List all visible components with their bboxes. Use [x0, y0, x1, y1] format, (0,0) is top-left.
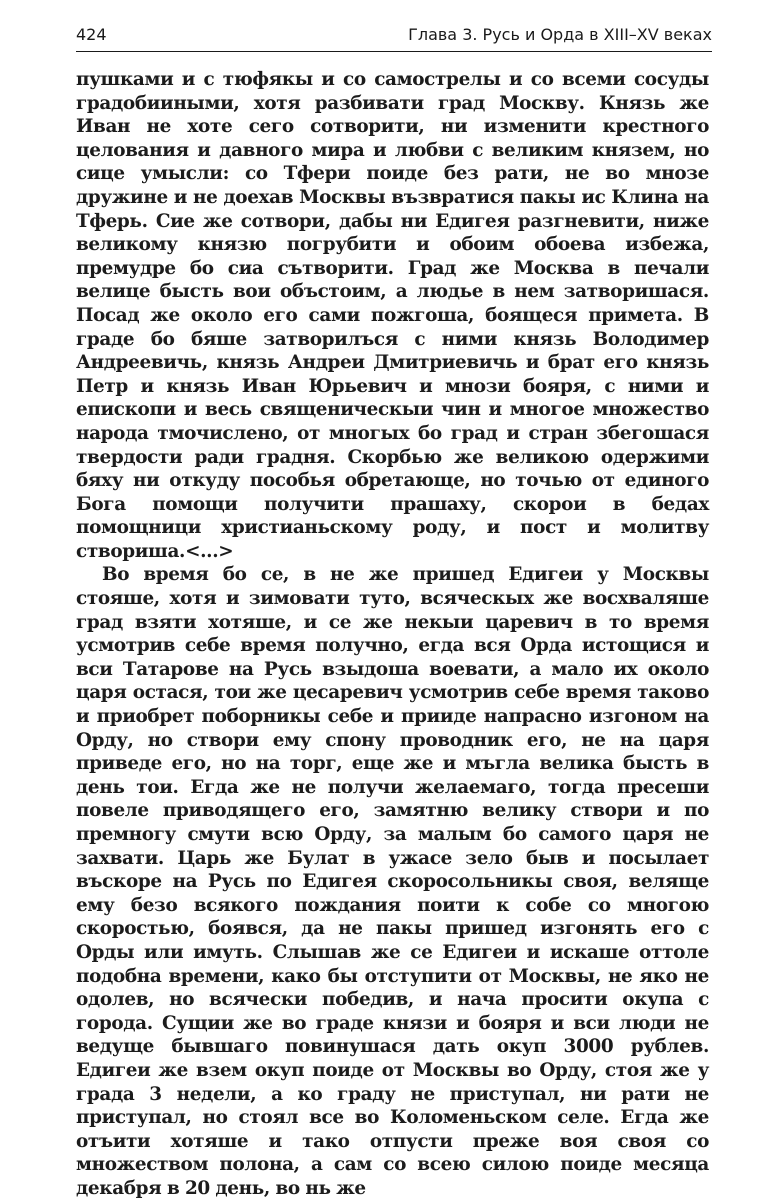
body-text	[76, 68, 709, 1201]
header-rule	[76, 51, 712, 52]
paragraph-1: пушками и с тюфякы и со самострелы и со всеми сосуды градобииными, хотя разбивати град Москву. Князь же Иван не хоте сего сотворити, ни изменити крестного целования и давного мира и любви с великим князем, но сице умысли: со Тфери поиде без рати, не во мнозе дружине и не доехав Москвы възвратися пакы ис Клина на Тферь. Сие же сотвори, дабы ни Едигея разгневити, ниже великому князю погрубити и обоим обоева избежа, премудре бо сиа сътворити. Град же Москва в печали велице бысть вои объстоим, а людье в нем затворишася. Посад же около его сами пожгоша, боящеся примета. В граде бо бяше затворилъся с ними князь Володимер Андреевичь, князь Андреи Дмитриевичь и брат его князь Петр и князь Иван Юрьевич и мнози бояря, с ними и епископи и весь священическыи чин и многое множество народа тмочислено, от многых бо град и стран збегошася твердости ради градня. Скорбью же великою одержими бяху ни откуду пособья обретающе, но точью от единого Бога помощи получити прашаху, скорои в бедах помощници христианьскому роду, и пост и молитву створиша.<...>	[76, 69, 709, 562]
paragraph-2: Во время бо се, в не же пришед Едигеи у Москвы стояше, хотя и зимовати туто, всяческых же восхваляше град взяти хотяше, и се же некыи царевич в то время усмотрив себе время получно, егда вся Орда истощися и вси Татарове на Русь взыдоша воевати, а мало их около царя остася, тои же цесаревич усмотрив себе время таково и приобрет поборникы себе и прииде напрасно изгоном на Орду, но створи ему спону проводник его, не на царя приведе его, но на торг, еще же и мъгла велика бысть в день тои. Егда же не получи желаемаго, тогда пресеши повеле приводящего его, замятню велику створи и по премногу смути всю Орду, за малым бо самого царя не захвати. Царь же Булат в ужасе зело быв и посылает въскоре на Русь по Едигея скоросольникы своя, веляще ему безо всякого пождания поити к собе со многою скоростью, боявся, да не пакы пришед изгонять его с Орды или имуть. Слышав же се Едигеи и искаше оттоле подобна времени, како бы отступити от Москвы, не яко не одолев, но всячески победив, и нача просити окупа с города. Сущии же во граде князи и бояря и вси люди не ведуще бывшаго повинушася дать окуп 3000 рублев. Едигеи же взем окуп поиде от Москвы во Орду, стоя же у града 3 недели, а ко граду не приступал, ни рати не приступал, но стоял все во Коломеньском селе. Егда же отъити хотяше и тако отпусти преже воя своя со множеством полона, а сам со всею силою поиде месяца декабря в 20 день, во нь же	[76, 564, 709, 1199]
chapter-title: Глава 3. Русь и Орда в XIII–XV веках	[408, 25, 712, 44]
page-number: 424	[76, 25, 107, 44]
running-head	[76, 22, 712, 48]
